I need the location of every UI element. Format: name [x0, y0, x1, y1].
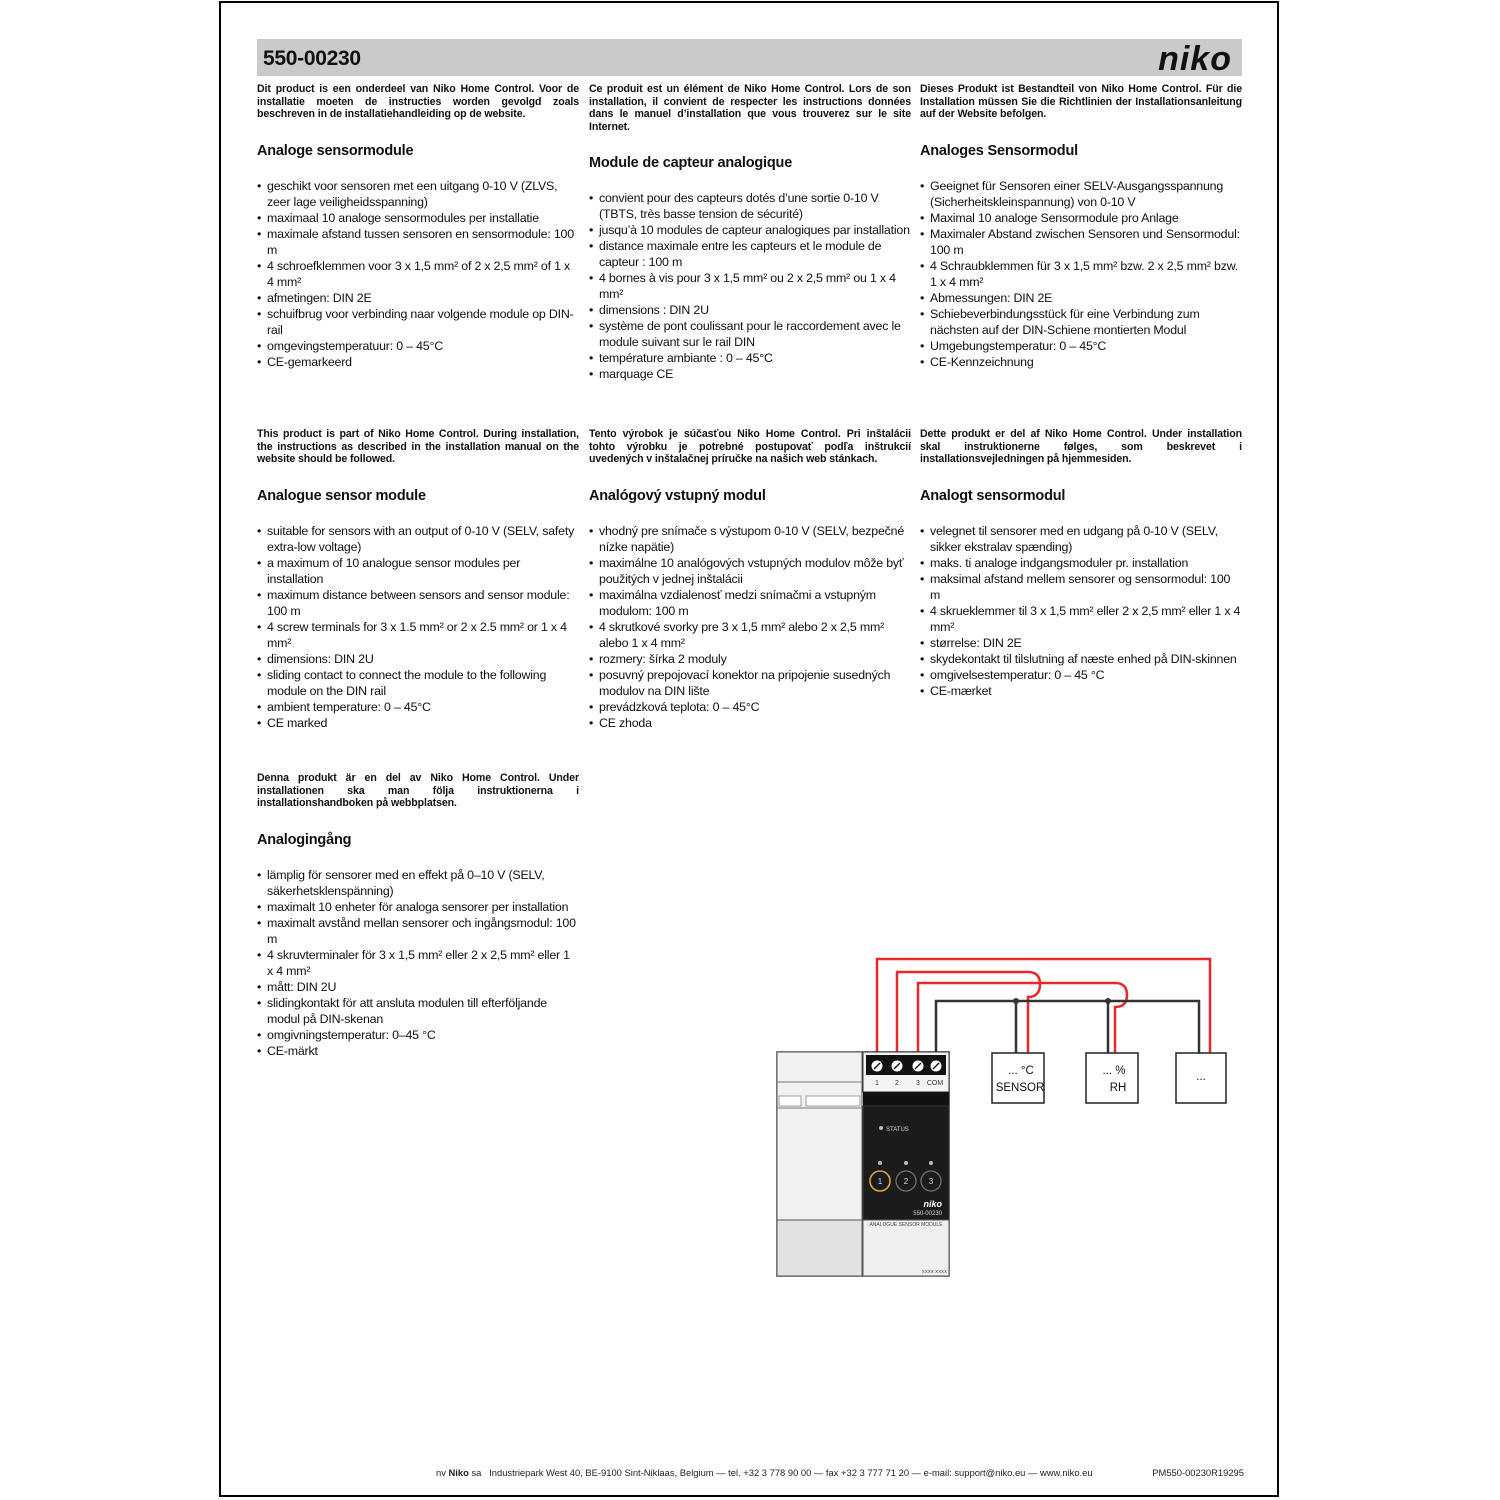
list-item: • omgivelsestemperatur: 0 – 45 °C	[920, 667, 1242, 683]
led-icon	[904, 1161, 908, 1165]
list-item: • schuifbrug voor verbinding naar volgende module op DIN-rail	[257, 306, 579, 338]
section-fr	[589, 83, 911, 382]
list-item: • 4 skrutkové svorky pre 3 x 1,5 mm² alebo 2 x 2,5 mm² alebo 1 x 4 mm²	[589, 619, 911, 651]
list-item: • afmetingen: DIN 2E	[257, 290, 579, 306]
button-label: 3	[928, 1177, 934, 1186]
intro-text: Tento výrobok je súčasťou Niko Home Control. Pri inštalácii tohto výrobku je potrebné postupovať podľa inštrukcií uvedených v inštalačnej príručke na našich web stánkach.	[589, 428, 911, 466]
sensor-type: RH	[1109, 1082, 1127, 1094]
footer-company: Niko	[448, 1467, 469, 1478]
list-item: • distance maximale entre les capteurs et le module de capteur : 100 m	[589, 238, 911, 270]
section-title: Module de capteur analogique	[589, 155, 793, 172]
list-item: • omgevingstemperatuur: 0 – 45°C	[257, 338, 579, 354]
section-en	[257, 428, 579, 731]
list-item: • convient pour des capteurs dotés d’une sortie 0-10 V (TBTS, très basse tension de sécurité)	[589, 190, 911, 222]
intro-text: Dit product is een onderdeel van Niko Home Control. Voor de installatie moeten de instructies worden gevolgd zoals beschreven in de installatiehandleiding op de website.	[257, 83, 579, 121]
spec-list	[589, 523, 911, 731]
list-item: • CE-märkt	[257, 1043, 579, 1059]
list-item: • 4 skrueklemmer til 3 x 1,5 mm² eller 2 x 2,5 mm² eller 1 x 4 mm²	[920, 603, 1242, 635]
list-item: • posuvný prepojovací konektor na pripojenie susedných modulov na DIN lište	[589, 667, 911, 699]
intro-text: Dette produkt er del af Niko Home Control. Under installation skal instruktionerne følges, som beskrevet i installationsvejledningen på hjemmesiden.	[920, 428, 1242, 466]
list-item: • dimensions : DIN 2U	[589, 302, 911, 318]
list-item: • velegnet til sensorer med en udgang på 0-10 V (SELV, sikker ekstralav spænding)	[920, 523, 1242, 555]
list-item: • suitable for sensors with an output of 0-10 V (SELV, safety extra-low voltage)	[257, 523, 579, 555]
list-item: • a maximum of 10 analogue sensor modules per installation	[257, 555, 579, 587]
list-item: • størrelse: DIN 2E	[920, 635, 1242, 651]
list-item: • skydekontakt til tilslutning af næste enhed på DIN-skinnen	[920, 651, 1242, 667]
list-item: • jusqu’à 10 modules de capteur analogiques par installation	[589, 222, 911, 238]
list-item: • Umgebungstemperatur: 0 – 45°C	[920, 338, 1242, 354]
intro-text: Ce produit est un élément de Niko Home Control. Lors de son installation, il convient de respecter les instructions données dans le manuel d’installation que vous trouverez sur le site Internet.	[589, 83, 911, 133]
module-name: ANALOGUE SENSOR MODULE	[869, 1222, 943, 1228]
list-item: • maksimal afstand mellem sensorer og sensormodul: 100 m	[920, 571, 1242, 603]
list-item: • 4 bornes à vis pour 3 x 1,5 mm² ou 2 x 2,5 mm² ou 1 x 4 mm²	[589, 270, 911, 302]
junction-dot	[1105, 998, 1111, 1004]
button-label: 2	[903, 1177, 909, 1186]
list-item: • prevádzková teplota: 0 – 45°C	[589, 699, 911, 715]
list-item: • système de pont coulissant pour le raccordement avec le module suivant sur le rail DIN	[589, 318, 911, 350]
section-da	[920, 428, 1242, 699]
list-item: • Abmessungen: DIN 2E	[920, 290, 1242, 306]
status-led-icon	[879, 1126, 883, 1130]
list-item: • CE-mærket	[920, 683, 1242, 699]
list-item: • maximum distance between sensors and sensor module: 100 m	[257, 587, 579, 619]
footer-doc-code: PM550-00230R19295	[1152, 1467, 1244, 1478]
button-label: 1	[877, 1177, 883, 1186]
list-item: • rozmery: šírka 2 moduly	[589, 651, 911, 667]
list-item: • CE zhoda	[589, 715, 911, 731]
spec-list	[920, 523, 1242, 699]
list-item: • 4 Schraubklemmen für 3 x 1,5 mm² bzw. 2 x 2,5 mm² bzw. 1 x 4 mm²	[920, 258, 1242, 290]
led-icon	[929, 1161, 933, 1165]
terminal-label: COM	[926, 1080, 944, 1087]
terminal-label: 3	[916, 1080, 920, 1087]
list-item: • 4 schroefklemmen voor 3 x 1,5 mm² of 2 x 2,5 mm² of 1 x 4 mm²	[257, 258, 579, 290]
module-code: 550-00230	[913, 1211, 942, 1217]
intro-text: Dieses Produkt ist Bestandteil von Niko Home Control. Für die Installation müssen Sie die Richtlinien der Installationsanleitung auf der Website befolgen.	[920, 83, 1242, 121]
sensor-type: SENSOR	[995, 1082, 1045, 1094]
list-item: • CE-Kennzeichnung	[920, 354, 1242, 370]
module-brand: niko	[923, 1199, 942, 1209]
section-title: Analogue sensor module	[257, 487, 426, 504]
section-title: Analoges Sensormodul	[920, 142, 1078, 159]
section-title: Analogingång	[257, 831, 352, 848]
section-nl	[257, 83, 579, 370]
list-item: • omgivningstemperatur: 0–45 °C	[257, 1027, 579, 1043]
common-wire	[936, 1001, 1199, 1065]
spec-list	[920, 178, 1242, 370]
junction-dot	[1013, 998, 1019, 1004]
sensor-module	[777, 1052, 949, 1276]
list-item: • slidingkontakt för att ansluta modulen till efterföljande modul på DIN-skenan	[257, 995, 579, 1027]
section-title: Analogt sensormodul	[920, 487, 1066, 504]
list-item: • mått: DIN 2U	[257, 979, 579, 995]
sensor-reading: ... %	[1102, 1065, 1126, 1077]
list-item: • ambient temperature: 0 – 45°C	[257, 699, 579, 715]
wire-1	[877, 959, 1210, 1065]
section-title: Analógový vstupný modul	[589, 487, 766, 504]
list-item: • maximaal 10 analoge sensormodules per installatie	[257, 210, 579, 226]
list-item: • lämplig för sensorer med en effekt på 0–10 V (SELV, säkerhetsklenspänning)	[257, 867, 579, 899]
product-code: 550-00230	[263, 47, 361, 70]
list-item: • 4 screw terminals for 3 x 1.5 mm² or 2 x 2.5 mm² or 1 x 4 mm²	[257, 619, 579, 651]
list-item: • maks. ti analoge indgangsmoduler pr. installation	[920, 555, 1242, 571]
wiring-diagram	[770, 950, 1240, 1280]
list-item: • maximálna vzdialenosť medzi snímačmi a vstupným modulom: 100 m	[589, 587, 911, 619]
footer-suffix: sa	[471, 1467, 482, 1478]
list-item: • geschikt voor sensoren met een uitgang 0-10 V (ZLVS, zeer lage veiligheidsspanning)	[257, 178, 579, 210]
list-item: • Schiebeverbindungsstück für eine Verbindung zum nächsten auf der DIN-Schiene montierten Modul	[920, 306, 1242, 338]
niko-logo	[1120, 39, 1240, 76]
list-item: • maximalt avstånd mellan sensorer och ingångsmodul: 100 m	[257, 915, 579, 947]
header-bar	[257, 39, 1242, 76]
list-item: • dimensions: DIN 2U	[257, 651, 579, 667]
section-sk	[589, 428, 911, 731]
list-item: • CE marked	[257, 715, 579, 731]
brand-logo-text: niko	[1158, 40, 1232, 76]
section-title: Analoge sensormodule	[257, 142, 414, 159]
list-item: • 4 skruvterminaler för 3 x 1,5 mm² eller 2 x 2,5 mm² eller 1 x 4 mm²	[257, 947, 579, 979]
sensor-reading: ... °C	[1008, 1065, 1034, 1077]
list-item: • Maximal 10 analoge Sensormodule pro Anlage	[920, 210, 1242, 226]
spec-list	[257, 867, 579, 1059]
list-item: • Geeignet für Sensoren einer SELV-Ausgangsspannung (Sicherheitskleinspannung) von 0-10 V	[920, 178, 1242, 210]
list-item: • sliding contact to connect the module to the following module on the DIN rail	[257, 667, 579, 699]
sensor-temperature	[992, 1053, 1044, 1103]
led-icon	[878, 1161, 882, 1165]
intro-text: Denna produkt är en del av Niko Home Control. Under installationen ska man följa instruktionerna i installationshandboken på webbplatsen.	[257, 772, 579, 810]
status-label: STATUS	[886, 1127, 909, 1133]
list-item: • Maximaler Abstand zwischen Sensoren und Sensormodul: 100 m	[920, 226, 1242, 258]
list-item: • maximálne 10 analógových vstupných modulov môže byť použitých v jednej inštalácii	[589, 555, 911, 587]
spec-list	[589, 190, 911, 382]
sensor-other	[1176, 1053, 1226, 1103]
list-item: • vhodný pre snímače s výstupom 0-10 V (SELV, bezpečné nízke napätie)	[589, 523, 911, 555]
spec-list	[257, 523, 579, 731]
terminal-label: 2	[895, 1080, 899, 1087]
list-item: • maximale afstand tussen sensoren en sensormodule: 100 m	[257, 226, 579, 258]
signal-wires	[877, 959, 1210, 1065]
footer-prefix: nv	[436, 1467, 446, 1478]
sensor-reading: ...	[1196, 1071, 1206, 1083]
list-item: • température ambiante : 0 – 45°C	[589, 350, 911, 366]
serial-number: XXXX XXXX	[921, 1269, 947, 1274]
footer-address	[436, 1467, 1093, 1478]
list-item: • marquage CE	[589, 366, 911, 382]
spec-list	[257, 178, 579, 370]
terminal-label: 1	[875, 1080, 879, 1087]
footer-contact: Industriepark West 40, BE-9100 Sint-Niklaas, Belgium — tel. +32 3 778 90 00 — fax +32 3 777 71 20 — e-mail: support@niko.eu — www.niko.eu	[489, 1467, 1093, 1478]
list-item: • CE-gemarkeerd	[257, 354, 579, 370]
section-de	[920, 83, 1242, 370]
intro-text: This product is part of Niko Home Control. During installation, the instructions as described in the installation manual on the website should be followed.	[257, 428, 579, 466]
list-item: • maximalt 10 enheter för analoga sensorer per installation	[257, 899, 579, 915]
section-sv	[257, 772, 579, 1059]
sensor-humidity	[1086, 1053, 1138, 1103]
